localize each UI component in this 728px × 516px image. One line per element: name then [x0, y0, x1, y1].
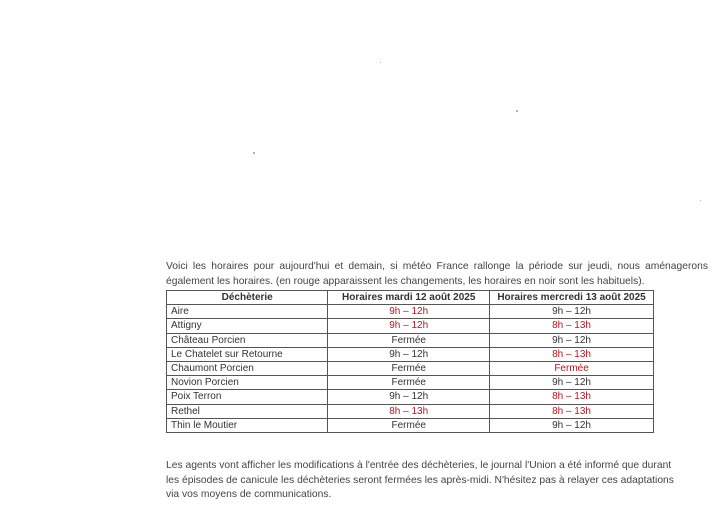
header-tuesday: Horaires mardi 12 août 2025: [328, 291, 490, 305]
table-row: [167, 319, 654, 333]
site-name-cell: Château Porcien: [167, 333, 328, 347]
tuesday-hours-cell: 9h – 12h: [328, 305, 490, 319]
wednesday-hours-cell: 8h – 13h: [490, 319, 654, 333]
site-name-cell: Poix Terron: [167, 390, 328, 404]
table-row: [167, 418, 654, 432]
tuesday-hours-cell: Fermée: [328, 361, 490, 375]
header-dechetterie: Déchèterie: [167, 291, 328, 305]
site-name-cell: Le Chatelet sur Retourne: [167, 347, 328, 361]
scan-speck: [380, 62, 381, 63]
table-header-row: [167, 291, 654, 305]
wednesday-hours-cell: 8h – 13h: [490, 347, 654, 361]
site-name-cell: Aire: [167, 305, 328, 319]
scan-speck: [516, 110, 518, 112]
table-row: [167, 361, 654, 375]
scan-speck: [253, 152, 255, 154]
wednesday-hours-cell: 9h – 12h: [490, 305, 654, 319]
scan-speck: [700, 200, 701, 201]
header-wednesday: Horaires mercredi 13 août 2025: [490, 291, 654, 305]
wednesday-hours-cell: 8h – 13h: [490, 404, 654, 418]
table-row: [167, 333, 654, 347]
wednesday-hours-cell: Fermée: [490, 361, 654, 375]
site-name-cell: Thin le Moutier: [167, 418, 328, 432]
table-row: [167, 390, 654, 404]
site-name-cell: Chaumont Porcien: [167, 361, 328, 375]
wednesday-hours-cell: 9h – 12h: [490, 418, 654, 432]
tuesday-hours-cell: Fermée: [328, 418, 490, 432]
tuesday-hours-cell: 9h – 12h: [328, 390, 490, 404]
intro-paragraph: Voici les horaires pour aujourd'hui et demain, si météo France rallonge la période sur jeudi, nous aménagerons également les horaires. (en rouge apparaissent les changements, les horaires en noir sont les habituels).: [166, 261, 708, 287]
wednesday-hours-cell: 9h – 12h: [490, 333, 654, 347]
tuesday-hours-cell: 9h – 12h: [328, 319, 490, 333]
tuesday-hours-cell: Fermée: [328, 376, 490, 390]
wednesday-hours-cell: 8h – 13h: [490, 390, 654, 404]
table-row: [167, 376, 654, 390]
table-row: [167, 347, 654, 361]
opening-hours-table: [166, 290, 654, 433]
site-name-cell: Novion Porcien: [167, 376, 328, 390]
wednesday-hours-cell: 9h – 12h: [490, 376, 654, 390]
tuesday-hours-cell: 8h – 13h: [328, 404, 490, 418]
table-row: [167, 305, 654, 319]
table-row: [167, 404, 654, 418]
site-name-cell: Rethel: [167, 404, 328, 418]
tuesday-hours-cell: Fermée: [328, 333, 490, 347]
site-name-cell: Attigny: [167, 319, 328, 333]
tuesday-hours-cell: 9h – 12h: [328, 347, 490, 361]
outro-paragraph: Les agents vont afficher les modifications à l'entrée des déchèteries, le journal l'Union a été informé que durant les épisodes de canicule les déchèteries seront fermées les après-midi. N'hésitez pas à relayer ces adaptations via vos moyens de communications.: [166, 460, 674, 500]
